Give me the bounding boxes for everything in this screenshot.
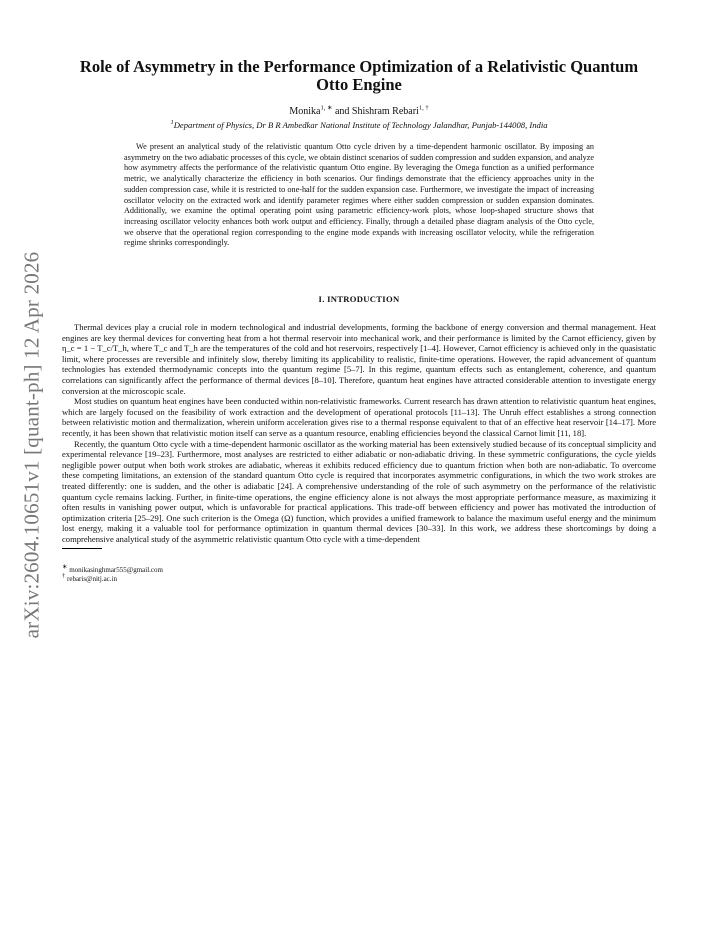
- author-conjunction: and: [332, 106, 352, 117]
- footnote-separator: [62, 548, 102, 549]
- footnotes: [62, 563, 656, 584]
- paper-page: [62, 58, 656, 584]
- arxiv-identifier-watermark: [12, 220, 52, 670]
- author-2-name: Shishram Rebari: [351, 106, 419, 117]
- author-1-affiliation-mark: 1, ∗: [320, 104, 333, 112]
- arxiv-identifier-text: arXiv:2604.10651v1 [quant-ph] 12 Apr 2026: [19, 251, 44, 639]
- paper-title: Role of Asymmetry in the Performance Optimization of a Relativistic Quantum Otto Engine: [79, 57, 639, 94]
- author-1-name: Monika: [289, 106, 321, 117]
- footnote-2: [62, 572, 656, 584]
- footnote-1-email: monikasinghmar555@gmail.com: [69, 565, 163, 574]
- footnote-2-email: rebaris@nitj.ac.in: [67, 574, 117, 583]
- section-heading-introduction: I. INTRODUCTION: [318, 294, 400, 305]
- affiliation-text: Department of Physics, Dr B R Ambedkar National Institute of Technology Jalandhar, Punjab-144008, India: [173, 120, 548, 130]
- author-line: [62, 106, 656, 117]
- intro-paragraph-2: Most studies on quantum heat engines have been conducted within non-relativistic frameworks. Current research has drawn attention to relativistic quantum heat engines, which are largely focused on the feasibility of work extraction and the development of operational protocols [11–13]. The Unruh effect establishes a strong connection between relativistic motion and thermalization, wherein uniform acceleration gives rise to a thermal response equivalent to that of an effective heat reservoir [14–17]. More recently, it has been shown that relativistic motion itself can serve as a quantum resource, enabling efficiencies beyond the classical Carnot limit [11, 18].: [62, 396, 656, 438]
- abstract: We present an analytical study of the relativistic quantum Otto cycle driven by a time-dependent harmonic oscillator. By imposing an asymmetry on the two adiabatic processes of this cycle, we obtain distinct scenarios of sudden compression and sudden expansion, and analyze how asymmetry affects the performance of the relativistic quantum Otto engine. By leveraging the Omega function as a unified performance metric, we analytically characterize the efficiency in both scenarios. Our findings demonstrate that the efficiency approaches unity in the sudden compression case, while it is restricted to one-half for the sudden expansion case. Furthermore, we investigate the impact of increasing oscillator velocity on the extracted work and identify parameter regimes where either sudden compression or sudden expansion dominates. Additionally, we examine the optimal operating point using parametric efficiency-work plots, whose loop-shaped structure shows that increasing oscillator velocity enhances both work output and efficiency. Finally, through a detailed phase diagram analysis of the Otto cycle, we observe that the operational region corresponding to the engine mode expands with increasing oscillator velocity, while the refrigeration regime shrinks correspondingly.: [124, 142, 594, 248]
- footnote-1: [62, 563, 656, 575]
- footnote-1-mark: ∗: [62, 563, 68, 571]
- intro-paragraph-3: Recently, the quantum Otto cycle with a time-dependent harmonic oscillator as the working material has been extensively studied because of its conceptual simplicity and experimental relevance [19–23]. Furthermore, most analyses are restricted to either adiabatic or non-adiabatic driving. In these symmetric configurations, the cycle yields negligible power output when both work strokes are adiabatic, whereas it exhibits reduced efficiency due to quantum friction when both are non-adiabatic. To overcome these competing limitations, an extension of the standard quantum Otto cycle is required that incorporates asymmetric configurations, in which the two work strokes are treated differently: one is sudden, and the other is adiabatic [24]. A comprehensive understanding of the role of such asymmetry on the performance of the relativistic quantum cycle remains lacking. Further, in finite-time operations, the engine efficiency alone is not always the most appropriate performance measure, as maximizing it often results in vanishing power output, which is unfavorable for practical applications. This trade-off between efficiency and power has motivated the introduction of optimization criteria [25–29]. One such criterion is the Omega (Ω) function, which provides a unified framework to balance the maximum useful energy and the minimum lost energy, making it a valuable tool for performance optimization in quantum thermal devices [30–33]. In this work, we address these shortcomings by doing a comprehensive analytical study of the asymmetric relativistic quantum Otto cycle with a time-dependent: [62, 438, 656, 544]
- introduction-body: [62, 322, 656, 544]
- intro-paragraph-1: Thermal devices play a crucial role in modern technological and industrial developments, forming the backbone of energy conversion and thermal management. Heat engines are key thermal devices for converting heat from a hot thermal reservoir into mechanical work, and their performance is limited by the Carnot efficiency, given by η_c = 1 − T_c/T_h, where T_c and T_h are the temperatures of the cold and hot reservoirs, respectively [1–4]. However, Carnot efficiency is achieved only in the quasistatic limit, where processes are reversible and infinitely slow, thereby limiting its applicability to realistic, finite-time operations. However, the rapid advancement of quantum technologies has extended thermodynamic concepts into the quantum regime [5–7]. In this regime, quantum effects such as entanglement, coherence, and quantum correlations can significantly affect the performance of thermal devices [8–10]. Therefore, quantum heat engines have attracted considerable attention to investigate energy conversion at the microscopic scale.: [62, 322, 656, 396]
- affiliation-line: [62, 120, 656, 130]
- affiliation-mark: 1: [170, 119, 174, 127]
- author-2-affiliation-mark: 1, †: [418, 104, 429, 112]
- footnote-2-mark: †: [62, 572, 66, 580]
